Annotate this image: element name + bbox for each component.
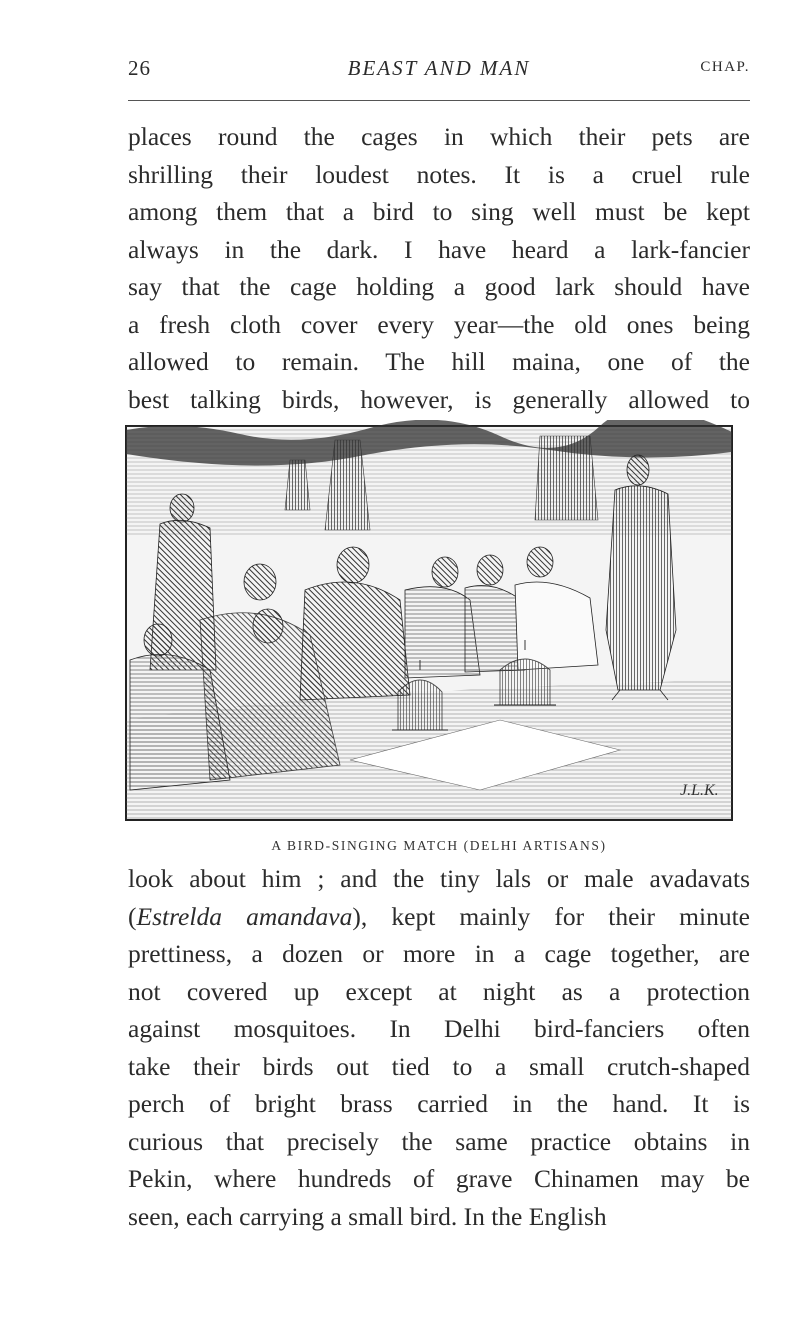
figure-caption: A BIRD-SINGING MATCH (DELHI ARTISANS) <box>271 838 607 853</box>
engraving-illustration <box>120 420 738 824</box>
text-line: against mosquitoes. In Delhi bird-fanciers often <box>128 1014 750 1043</box>
text-line: always in the dark. I have heard a lark-fancier <box>128 234 750 264</box>
text-fragment: ), kept mainly for their minute <box>352 901 750 931</box>
text-line: say that the cage holding a good lark should have <box>128 272 750 301</box>
text-line: best talking birds, however, is generally allowed to <box>128 384 750 414</box>
text-line: seen, each carrying a small bird. In the English <box>128 1201 607 1231</box>
page-header <box>128 56 750 96</box>
text-line: not covered up except at night as a protection <box>128 976 750 1006</box>
species-name: Estrelda amandava <box>136 901 353 931</box>
text-fragment: ( <box>128 901 137 931</box>
text-line: Pekin, where hundreds of grave Chinamen may be <box>128 1164 750 1193</box>
text-line: take their birds out tied to a small crutch-shaped <box>128 1051 750 1081</box>
text-line: perch of bright brass carried in the hand. It is <box>128 1089 750 1118</box>
text-line: allowed to remain. The hill maina, one of the <box>128 347 750 376</box>
text-line: a fresh cloth cover every year—the old ones being <box>128 309 750 339</box>
text-line: shrilling their loudest notes. It is a cruel rule <box>128 159 750 189</box>
header-rule <box>128 100 750 101</box>
running-title: BEAST AND MAN <box>347 56 531 80</box>
text-line: look about him ; and the tiny lals or male avadavats <box>128 864 750 893</box>
paragraph-top <box>128 118 750 418</box>
text-line: places round the cages in which their pets are <box>128 122 750 151</box>
page-number: 26 <box>128 56 151 80</box>
artist-signature: J.L.K. <box>680 782 719 799</box>
text-line <box>128 898 750 936</box>
chapter-marker: CHAP. <box>700 59 750 75</box>
paragraph-bottom <box>128 860 750 1235</box>
text-line: prettiness, a dozen or more in a cage together, are <box>128 939 750 968</box>
text-line: among them that a bird to sing well must be kept <box>128 197 750 226</box>
text-line: curious that precisely the same practice obtains in <box>128 1126 750 1156</box>
